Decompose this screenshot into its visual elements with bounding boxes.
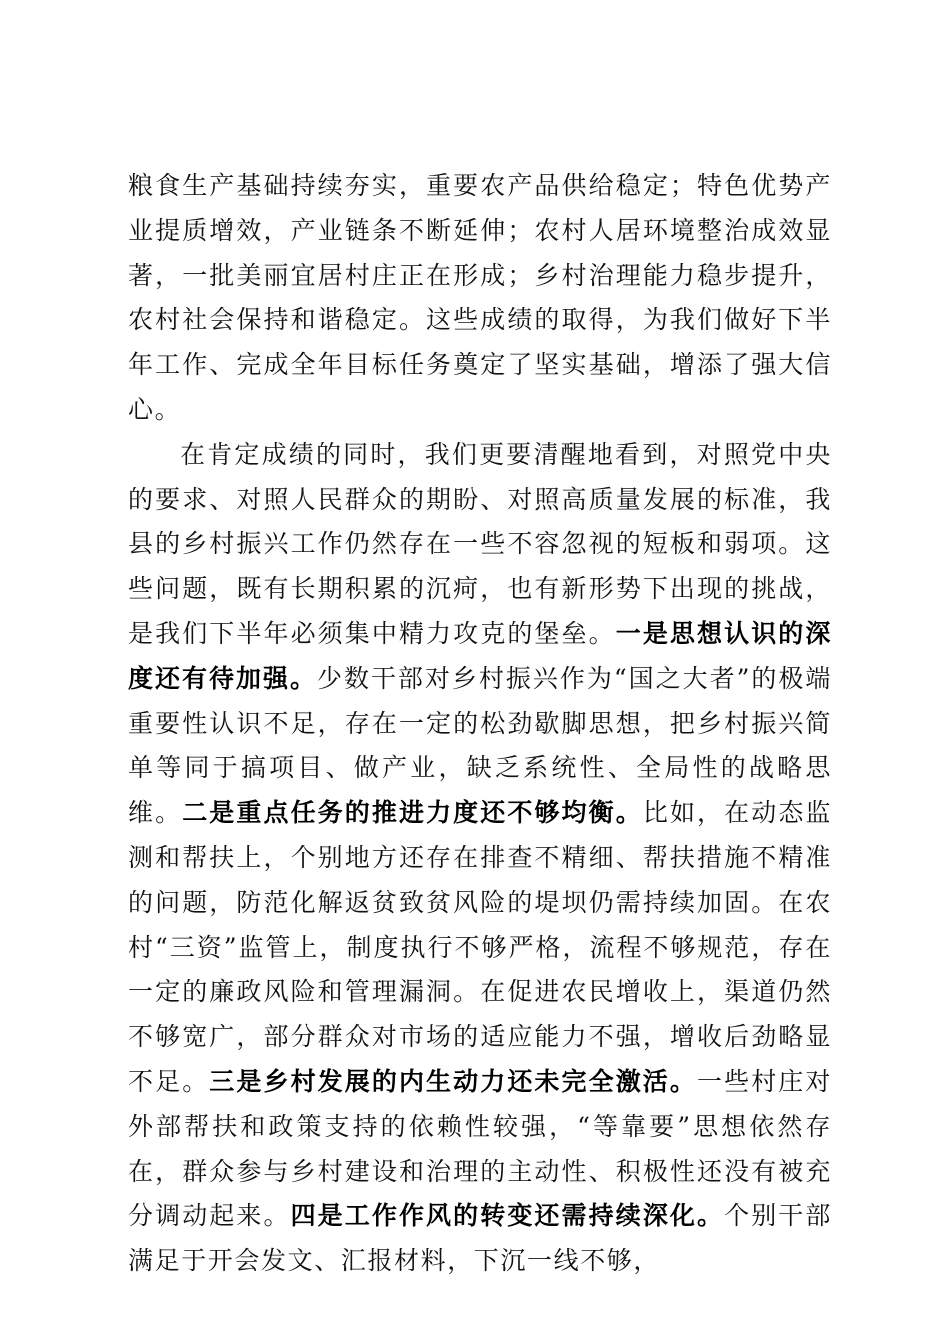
text-segment: 比如，在动态监测和帮扶上，个别地方还存在排查不精细、帮扶措施不精准的问题，防范化解返贫致贫风险的堤坝仍需持续加固。在农村“三资”监管上，制度执行不够严格，流程不够规范，存在一定的廉政风险和管理漏洞。在促进农民增收上，渠道仍然不够宽广，部分群众对市场的适应能力不强，增收后劲略显不足。 [128, 798, 833, 1096]
heading-point-two: 二是重点任务的推进力度还不够均衡。 [182, 798, 643, 828]
text-segment: 在肯定成绩的同时，我们更要清醒地看到，对照党中央的要求、对照人民群众的期盼、对照高质量发展的标准，我县的乡村振兴工作仍然存在一些不容忽视的短板和弱项。这些问题，既有长期积累的沉疴，也有新形势下出现的挑战，是我们下半年必须集中精力攻克的堡垒。 [128, 439, 832, 648]
heading-point-three: 三是乡村发展的内生动力还未完全激活。 [209, 1066, 697, 1096]
heading-point-one: 一是思想认识的深度还有待加强。 [128, 618, 832, 693]
text-segment: 少数干部对乡村振兴作为“国之大者”的极端重要性认识不足，存在一定的松劲歇脚思想，把乡村振兴简单等同于搞项目、做产业，缺乏系统性、全局性的战略思维。 [128, 663, 832, 828]
text-segment: 粮食生产基础持续夯实，重要农产品供给稳定；特色优势产业提质增效，产业链条不断延伸；农村人居环境整治成效显著，一批美丽宜居村庄正在形成；乡村治理能力稳步提升，农村社会保持和谐稳定。这些成绩的取得，为我们做好下半年工作、完成全年目标任务奠定了坚实基础，增添了强大信心。 [128, 171, 832, 424]
heading-point-four: 四是工作作风的转变还需持续深化。 [290, 1201, 725, 1231]
body-text [128, 164, 832, 1284]
paragraph-problems [128, 433, 832, 1284]
paragraph-achievements [128, 164, 832, 433]
text-segment: 一些村庄对外部帮扶和政策支持的依赖性较强，“等靠要”思想依然存在，群众参与乡村建设和治理的主动性、积极性还没有被充分调动起来。 [128, 1066, 832, 1231]
text-segment: 个别干部满足于开会发文、汇报材料，下沉一线不够， [128, 1201, 832, 1276]
